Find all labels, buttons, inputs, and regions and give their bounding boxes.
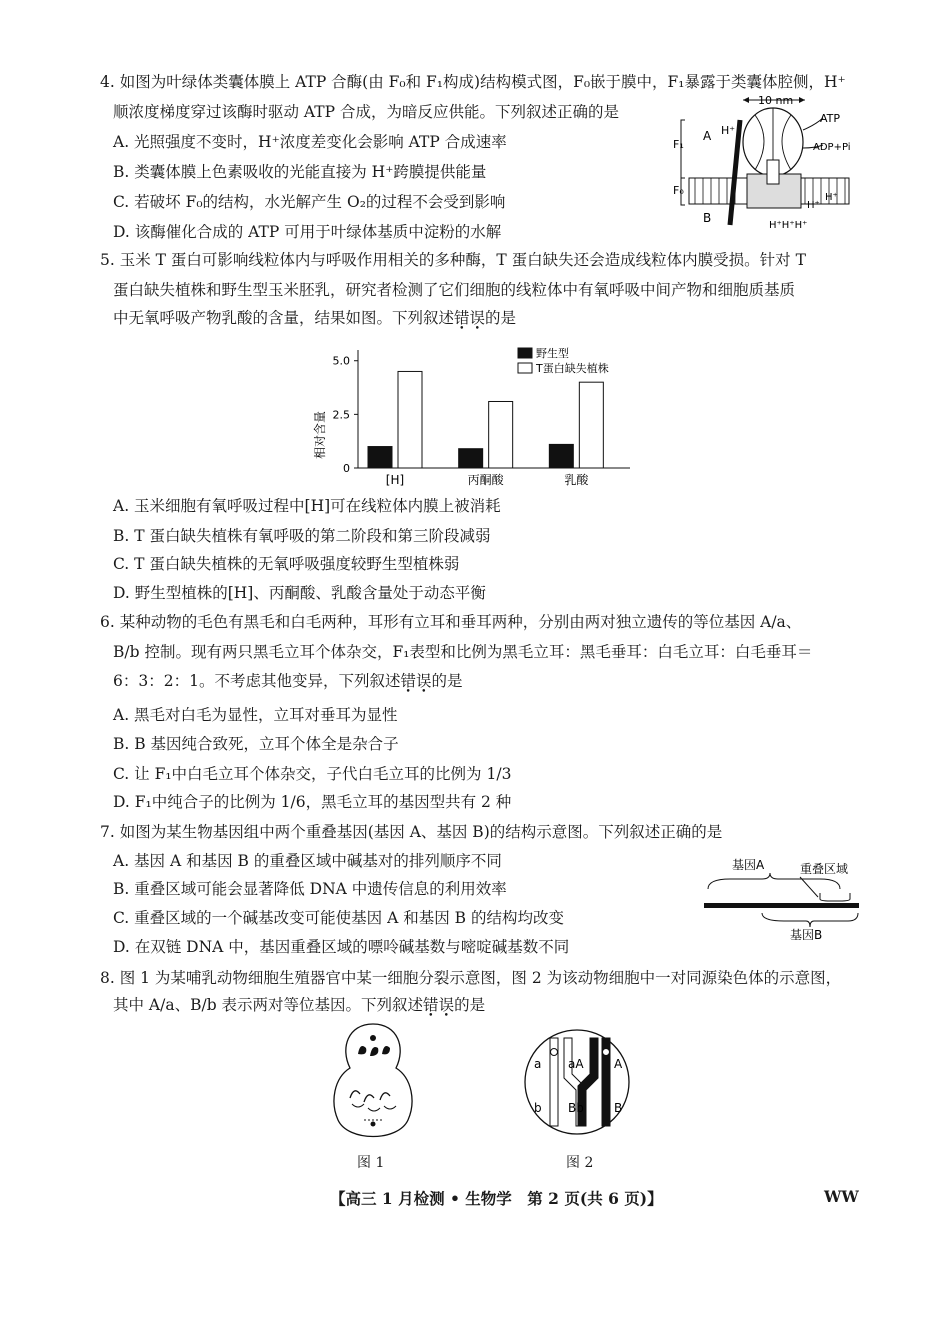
f1-label: F₁ [673, 138, 684, 151]
legend-swatch-1 [518, 363, 532, 373]
scale-label: 10 nm [758, 94, 794, 107]
h-mid-label: H⁺ [807, 200, 820, 211]
q8-stem-line2: 其中 A/a、B/b 表示两对等位基因。下列叙述错误的是 [113, 996, 486, 1014]
gene-b-left: b [534, 1101, 542, 1115]
bar-1-1 [489, 401, 513, 468]
figure-1-cell-division [328, 1020, 418, 1145]
q6-option-c: C. 让 F₁中白毛立耳个体杂交，子代白毛立耳的比例为 1/3 [113, 765, 512, 783]
atp-synthase-figure [665, 90, 870, 230]
q6-option-d: D. F₁中纯合子的比例为 1/6，黑毛立耳的基因型共有 2 种 [113, 793, 512, 811]
gene-b-brace [762, 913, 858, 927]
bar-chart [310, 340, 640, 490]
overlapping-genes-figure [700, 855, 865, 940]
gene-aA-middle: aA [568, 1057, 584, 1071]
q6-option-b: B. B 基因纯合致死，立耳个体全是杂合子 [113, 735, 399, 753]
q6-option-a: A. 黑毛对白毛为显性，立耳对垂耳为显性 [113, 706, 398, 724]
f0-label: F₀ [673, 184, 684, 197]
figure-2-homologous-chromosomes [524, 1024, 630, 1140]
q4-stem-line1: 4. 如图为叶绿体类囊体膜上 ATP 合酶(由 F₀和 F₁构成)结构模式图，F₀嵌于膜中，F₁暴露于类囊体腔侧，H⁺ [100, 73, 846, 91]
label-a: A [703, 129, 712, 143]
q5-option-a: A. 玉米细胞有氧呼吸过程中[H]可在线粒体内膜上被消耗 [113, 497, 501, 515]
gene-b-label: 基因B [790, 928, 823, 940]
legend-label-0: 野生型 [536, 347, 569, 360]
gene-B-right: B [614, 1101, 623, 1115]
q6-stem-line1: 6. 某种动物的毛色有黑毛和白毛两种，耳形有立耳和垂耳两种，分别由两对独立遗传的等位基因 A/a、 [100, 613, 802, 631]
gene-A-right: A [614, 1057, 623, 1071]
figure-2-caption: 图 2 [566, 1155, 594, 1171]
q4-option-c: C. 若破坏 F₀的结构，水光解产生 O₂的过程不会受到影响 [113, 193, 506, 211]
label-b: B [703, 211, 712, 225]
q7-stem-line1: 7. 如图为某生物基因组中两个重叠基因(基因 A、基因 B)的结构示意图。下列叙述正确的是 [100, 823, 723, 841]
atp-label: ATP [820, 112, 841, 125]
q5-option-b: B. T 蛋白缺失植株有氧呼吸的第二阶段和第三阶段减弱 [113, 527, 491, 545]
q7-option-b: B. 重叠区域可能会显著降低 DNA 中遗传信息的利用效率 [113, 880, 507, 898]
gene-a-left: a [534, 1057, 542, 1071]
bar-0-2 [549, 444, 573, 468]
q5-stem-line1: 5. 玉米 T 蛋白可影响线粒体内与呼吸作用相关的多种酶，T 蛋白缺失还会造成线粒体内膜受损。针对 T [100, 251, 806, 269]
q4-stem-line2: 顺浓度梯度穿过该酶时驱动 ATP 合成，为暗反应供能。下列叙述正确的是 [113, 103, 619, 121]
y-tick-label: 0 [343, 462, 350, 475]
q4-option-a: A. 光照强度不变时，H⁺浓度差变化会影响 ATP 合成速率 [113, 133, 507, 151]
q7-option-c: C. 重叠区域的一个碱基改变可能使基因 A 和基因 B 的结构均改变 [113, 909, 564, 927]
q6-stem-line2: B/b 控制。现有两只黑毛立耳个体杂交，F₁表型和比例为黑毛立耳：黑毛垂耳：白毛立耳：白毛垂耳＝ [113, 643, 813, 661]
overlap-label: 重叠区域 [800, 862, 849, 876]
h-bottom-label: H⁺H⁺H⁺ [769, 220, 808, 230]
x-tick-label: 丙酮酸 [467, 473, 504, 487]
h-top-label: H⁺ [721, 124, 736, 137]
chart-ylabel: 相对含量 [313, 410, 327, 460]
figure-1-caption: 图 1 [357, 1155, 385, 1171]
page-footer: 【高三 1 月检测 • 生物学 第 2 页(共 6 页)】 [330, 1189, 663, 1208]
bar-1-0 [398, 371, 422, 468]
q4-option-b: B. 类囊体膜上色素吸收的光能直接为 H⁺跨膜提供能量 [113, 163, 487, 181]
footer-code: WW [824, 1187, 859, 1206]
q5-stem-line3: 中无氧呼吸产物乳酸的含量，结果如图。下列叙述错误的是 [113, 309, 517, 327]
h-mid2-label: H⁺ [825, 192, 838, 203]
y-tick-label: 5.0 [332, 354, 350, 368]
bar-0-0 [368, 447, 392, 468]
legend-label-1: T蛋白缺失植株 [536, 362, 609, 375]
q8-stem-line1: 8. 图 1 为某哺乳动物细胞生殖器官中某一细胞分裂示意图，图 2 为该动物细胞中一对同源染色体的示意图， [100, 969, 842, 987]
x-tick-label: [H] [385, 473, 405, 487]
q5-stem-line2: 蛋白缺失植株和野生型玉米胚乳，研究者检测了它们细胞的线粒体中有氧呼吸中间产物和细胞质基质 [113, 281, 796, 299]
bar-1-2 [579, 382, 603, 468]
gene-Bb-middle: Bb [568, 1101, 584, 1115]
q5-option-d: D. 野生型植株的[H]、丙酮酸、乳酸含量处于动态平衡 [113, 584, 486, 602]
q6-stem-line3: 6：3：2：1。不考虑其他变异，下列叙述错误的是 [113, 672, 463, 690]
dna-strand [704, 903, 859, 908]
gene-a-label: 基因A [732, 858, 765, 872]
y-tick-label: 2.5 [332, 408, 350, 422]
bar-0-1 [459, 449, 483, 468]
q4-option-d: D. 该酶催化合成的 ATP 可用于叶绿体基质中淀粉的水解 [113, 223, 502, 241]
q5-option-c: C. T 蛋白缺失植株的无氧呼吸强度较野生型植株弱 [113, 555, 460, 573]
x-tick-label: 乳酸 [564, 473, 589, 487]
legend-swatch-0 [518, 348, 532, 358]
adp-label: ADP+Pi [813, 142, 851, 153]
q7-option-d: D. 在双链 DNA 中，基因重叠区域的嘌呤碱基数与嘧啶碱基数不同 [113, 938, 570, 956]
q7-option-a: A. 基因 A 和基因 B 的重叠区域中碱基对的排列顺序不同 [113, 852, 502, 870]
